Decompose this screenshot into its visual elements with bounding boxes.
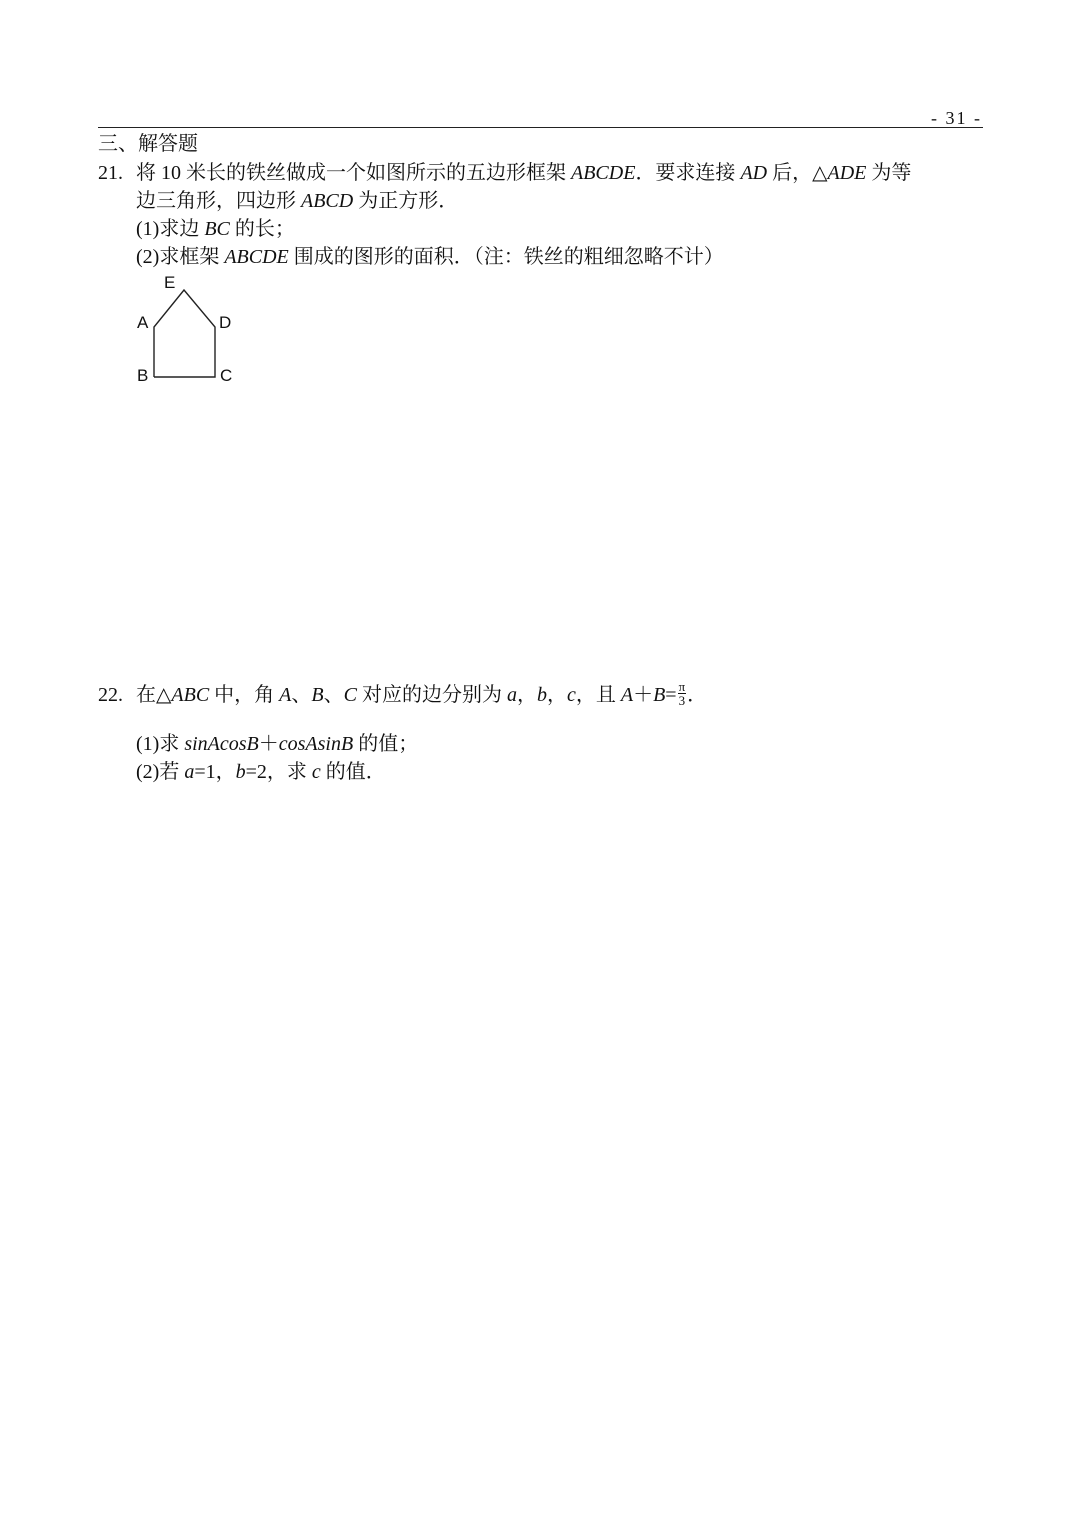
q22-text-o: ，且: [575, 684, 621, 706]
q22-text-c: 中，角: [209, 684, 280, 706]
q22-plus: ＋: [633, 684, 654, 706]
q22-sum-a: A: [620, 684, 634, 706]
q22-fraction-numerator: π: [678, 678, 686, 694]
q22-sep-1: 、: [291, 684, 312, 706]
q22-part1-expr2: cosAsinB: [278, 733, 354, 755]
vertex-label-b: B: [137, 366, 149, 385]
vertex-label-a: A: [137, 313, 149, 332]
q21-text-e: 后，△: [767, 162, 828, 184]
pentagon-svg: [130, 270, 250, 390]
q22-triangle-abc: ABC: [171, 684, 210, 706]
vertex-label-d: D: [219, 313, 232, 332]
q21-square-abcd: ABCD: [301, 190, 354, 212]
q22-fraction: [678, 680, 687, 707]
q21-text-c: ．要求连接: [635, 162, 741, 184]
q21-line2: [136, 187, 458, 215]
q22-fraction-denominator: 3: [678, 692, 686, 708]
q21-line1: [98, 159, 911, 187]
q21-part2-c: 围成的图形的面积．（注：铁丝的粗细忽略不计）: [288, 246, 724, 268]
q21-pentagon-name: ABCDE: [571, 162, 636, 184]
q22-sep-2: 、: [323, 684, 344, 706]
q22-line1: [98, 678, 708, 710]
q22-angle-b: B: [311, 684, 324, 706]
q22-text-a: 在△: [136, 684, 172, 706]
header-rule: [98, 127, 983, 128]
q22-side-a: a: [506, 684, 517, 706]
q22-text-i: 对应的边分别为: [356, 684, 507, 706]
q21-segment-ad: AD: [740, 162, 768, 184]
vertex-label-c: C: [220, 366, 233, 385]
q21-line2-c: 为正方形．: [353, 190, 459, 212]
q22-part1-expr1: sinAcosB: [184, 733, 259, 755]
q21-triangle-ade: ADE: [827, 162, 867, 184]
q22-part2-c: =1，: [194, 761, 236, 783]
q21-part1-c: 的长；: [229, 218, 295, 240]
vertex-label-e: E: [164, 273, 176, 292]
q22-side-b: b: [536, 684, 547, 706]
q22-part2-var-b: b: [235, 761, 246, 783]
q21-text-g: 为等: [866, 162, 912, 184]
section-title: 三、解答题: [98, 133, 198, 155]
q21-line2-a: 边三角形，四边形: [136, 190, 301, 212]
q22-part1-e: 的值；: [353, 733, 419, 755]
q22-part1-a: (1)求: [136, 733, 185, 755]
q21-part1: [136, 215, 295, 243]
q21-part2-a: (2)求框架: [136, 246, 225, 268]
q21-part2-abcde: ABCDE: [224, 246, 289, 268]
q22-part2-e: =2，求: [245, 761, 312, 783]
q21-part2: [136, 243, 724, 271]
q22-part2: [136, 758, 386, 786]
q22-equals: =: [665, 684, 677, 706]
q21-part1-a: (1)求边: [136, 218, 205, 240]
q22-angle-a: A: [279, 684, 292, 706]
q22-part1: [136, 730, 418, 758]
q21-text-a: 将 10 米长的铁丝做成一个如图所示的五边形框架: [136, 162, 571, 184]
q22-part1-plus: ＋: [258, 733, 279, 755]
q22-sep-4: ，: [546, 684, 567, 706]
q22-sep-3: ，: [516, 684, 537, 706]
q21-number: 21.: [98, 162, 123, 184]
q22-sum-b: B: [653, 684, 666, 706]
q22-period: ．: [687, 684, 708, 706]
pentagon-outline: [154, 290, 215, 377]
pentagon-figure: [130, 270, 250, 390]
q22-angle-c: C: [343, 684, 357, 706]
q22-part2-g: 的值．: [320, 761, 386, 783]
q22-part2-var-c: c: [311, 761, 321, 783]
q22-part2-var-a: a: [184, 761, 195, 783]
q22-number: 22.: [98, 684, 123, 706]
page-number: - 31 -: [931, 108, 982, 128]
q22-side-c: c: [566, 684, 576, 706]
q21-part1-bc: BC: [204, 218, 230, 240]
q22-part2-a: (2)若: [136, 761, 185, 783]
